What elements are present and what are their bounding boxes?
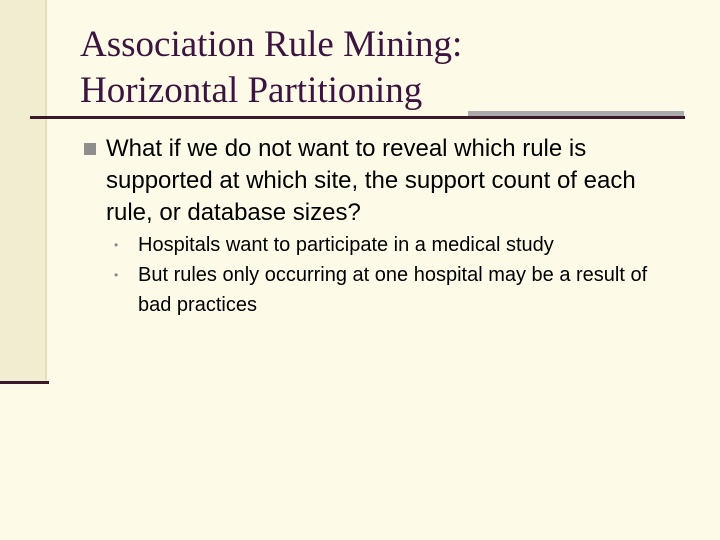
dot-bullet-icon: • [114,238,119,252]
sub-bullet-item [114,260,674,320]
slide-title-line-1: Association Rule Mining: [80,24,463,65]
slide-title [80,22,462,114]
main-bullet-text: What if we do not want to reveal which rule is supported at which site, the support count of each rule, or database sizes? [106,135,636,226]
main-bullet [84,133,684,229]
dot-bullet-icon: • [114,268,119,282]
title-rule [30,116,685,119]
slide-title-line-2: Horizontal Partitioning [80,70,423,111]
sub-bullet-item [114,230,674,260]
sub-bullet-text: But rules only occurring at one hospital may be a result of bad practices [138,264,648,316]
left-bar-underline [0,381,49,384]
sub-bullet-list [114,230,674,320]
sub-bullet-text: Hospitals want to participate in a medical study [138,234,554,256]
square-bullet-icon [84,143,96,155]
left-decorative-bar [0,0,47,383]
